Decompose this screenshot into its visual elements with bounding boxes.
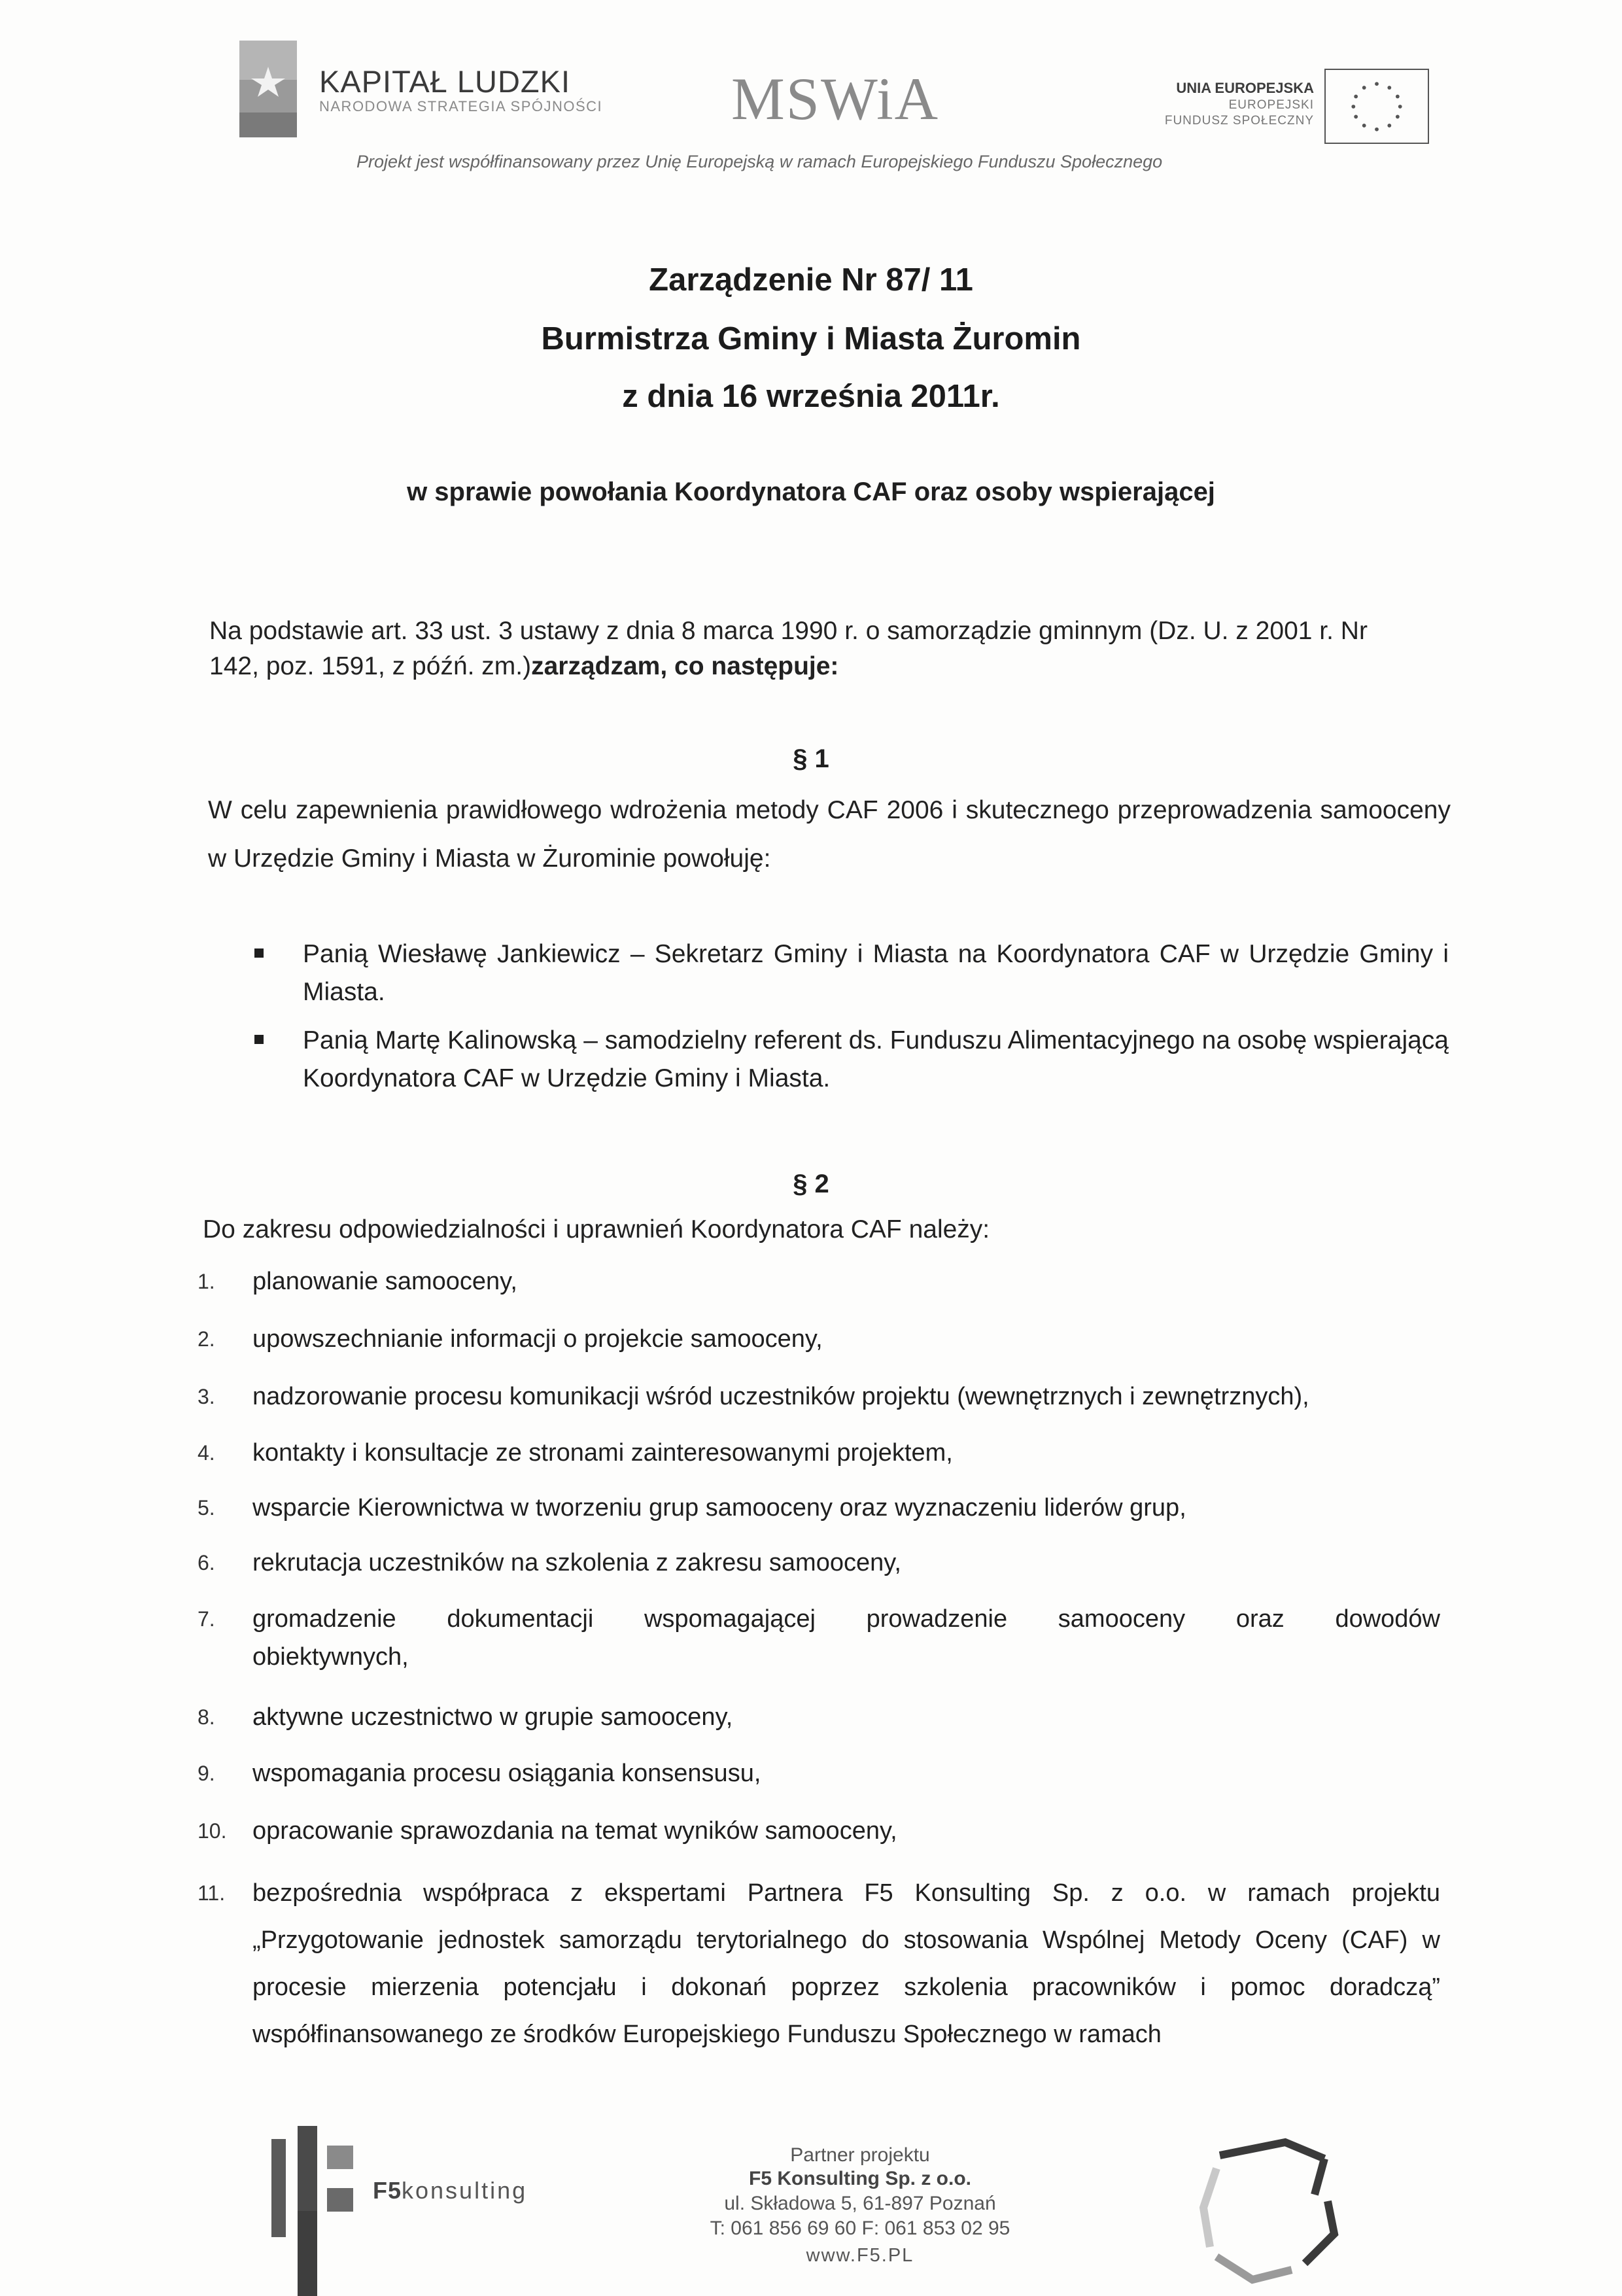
list-item	[252, 935, 1449, 1011]
partner-address: ul. Składowa 5, 61-897 Poznań	[724, 2193, 996, 2214]
item-number: 6.	[198, 1551, 215, 1574]
item-text: planowanie samooceny,	[252, 1268, 517, 1295]
list-item	[198, 1262, 1440, 1300]
list-item	[198, 1434, 1440, 1472]
section-1-heading: § 1	[793, 744, 829, 773]
partner-label: Partner projektu	[790, 2144, 930, 2166]
bullet-square-icon	[254, 948, 264, 958]
item-number: 3.	[198, 1385, 215, 1408]
partner-name: F5 Konsulting Sp. z o.o.	[749, 2168, 971, 2189]
item-number: 5.	[198, 1496, 215, 1520]
item-text: wspomagania procesu osiągania konsensusu,	[252, 1760, 761, 1787]
list-item	[198, 1600, 1440, 1676]
list-item	[252, 1022, 1449, 1098]
legal-basis	[209, 614, 1419, 684]
document-issuer: Burmistrza Gminy i Miasta Żuromin	[541, 321, 1081, 357]
kapital-ludzki-subtitle: NARODOWA STRATEGIA SPÓJNOŚCI	[319, 98, 603, 114]
item-number: 8.	[198, 1705, 215, 1729]
document-title: Zarządzenie Nr 87/ 11	[649, 262, 973, 298]
partner-phones: T: 061 856 69 60 F: 061 853 02 95	[710, 2218, 1010, 2239]
item-text: wsparcie Kierownictwa w tworzeniu grup samooceny oraz wyznaczeniu liderów grup,	[252, 1494, 1186, 1522]
item-text: kontakty i konsultacje ze stronami zainteresowanymi projektem,	[252, 1439, 953, 1467]
f5-konsulting-wordmark	[373, 2177, 527, 2204]
hexagon-logo-icon	[1194, 2129, 1344, 2286]
item-text: nadzorowanie procesu komunikacji wśród uczestników projektu (wewnętrznych i zewnętrznych),	[252, 1383, 1309, 1410]
list-item	[198, 1320, 1440, 1358]
item-text: aktywne uczestnictwo w grupie samooceny,	[252, 1703, 733, 1731]
list-item	[198, 1544, 1440, 1582]
item-number: 7.	[198, 1607, 215, 1631]
eu-logo	[1112, 65, 1429, 147]
esf-label-line1: EUROPEJSKI	[1228, 98, 1314, 112]
kapital-ludzki-emblem-icon	[239, 41, 297, 137]
kapital-ludzki-logo	[239, 41, 603, 139]
legal-basis-decision: zarządzam, co następuje:	[531, 652, 839, 680]
item-number: 10.	[198, 1819, 227, 1843]
section-2-intro: Do zakresu odpowiedzialności i uprawnień Koordynatora CAF należy:	[203, 1215, 990, 1244]
item-number: 1.	[198, 1270, 215, 1293]
f5-prefix: F5	[373, 2177, 402, 2204]
bullet-text: Panią Martę Kalinowską – samodzielny referent ds. Funduszu Alimentacyjnego na osobę wspierającą Koordynatora CAF w Urzędzie Gminy i Miasta.	[303, 1026, 1449, 1092]
eu-flag-icon	[1324, 69, 1429, 144]
document-subject: w sprawie powołania Koordynatora CAF oraz osoby wspierającej	[407, 478, 1215, 506]
eu-label: UNIA EUROPEJSKA	[1176, 80, 1314, 96]
section-2-heading: § 2	[793, 1170, 829, 1198]
bullet-text: Panią Wiesławę Jankiewicz – Sekretarz Gminy i Miasta na Koordynatora CAF w Urzędzie Gminy i Miasta.	[303, 940, 1449, 1006]
item-number: 11.	[198, 1881, 226, 1905]
list-item	[198, 1698, 1440, 1736]
list-item	[198, 1812, 1440, 1850]
item-text: rekrutacja uczestników na szkolenia z zakresu samooceny,	[252, 1549, 901, 1576]
legal-basis-text: Na podstawie art. 33 ust. 3 ustawy z dnia 8 marca 1990 r. o samorządzie gminnym (Dz. U. z 2001 r. Nr 142, poz. 1591, z późń. zm.)	[209, 617, 1368, 680]
bullet-square-icon	[254, 1035, 264, 1044]
mswia-logo: MSWiA	[731, 65, 940, 132]
section-1-text: W celu zapewnienia prawidłowego wdrożenia metody CAF 2006 i skutecznego przeprowadzenia samooceny w Urzędzie Gminy i Miasta w Żurominie powołuję:	[208, 796, 1451, 873]
document-date: z dnia 16 września 2011r.	[622, 379, 1000, 414]
f5-konsulting-mark-icon	[271, 2126, 363, 2296]
item-text: gromadzenie dokumentacji wspomagającej prowadzenie samooceny oraz dowodów obiektywnych,	[252, 1605, 1440, 1671]
kapital-ludzki-title: KAPITAŁ LUDZKI	[319, 64, 571, 99]
list-item	[198, 1378, 1440, 1416]
item-text: upowszechnianie informacji o projekcie samooceny,	[252, 1325, 823, 1353]
item-number: 4.	[198, 1441, 215, 1465]
item-number: 2.	[198, 1327, 215, 1351]
item-number: 9.	[198, 1762, 215, 1785]
item-text: bezpośrednia współpraca z ekspertami Partnera F5 Konsulting Sp. z o.o. w ramach projektu „Przygotowanie jednostek samorządu terytorialnego do stosowania Wspólnej Metody Oceny (CAF) w procesie mierzenia potencjału i dokonań poprzez szkolenia pracowników i pomoc doradczą” współfinansowanego ze środków Europejskiego Funduszu Społecznego w ramach	[252, 1879, 1440, 2048]
cofinancing-note: Projekt jest współfinansowany przez Unię Europejską w ramach Europejskiego Funduszu Społecznego	[356, 152, 1163, 171]
list-item	[198, 1489, 1440, 1527]
partner-website: www.F5.PL	[806, 2245, 914, 2266]
list-item	[198, 1870, 1440, 2058]
item-text: opracowanie sprawozdania na temat wyników samooceny,	[252, 1817, 897, 1845]
esf-label-line2: FUNDUSZ SPOŁECZNY	[1164, 114, 1314, 128]
list-item	[198, 1754, 1440, 1792]
f5-word: konsulting	[402, 2177, 528, 2204]
